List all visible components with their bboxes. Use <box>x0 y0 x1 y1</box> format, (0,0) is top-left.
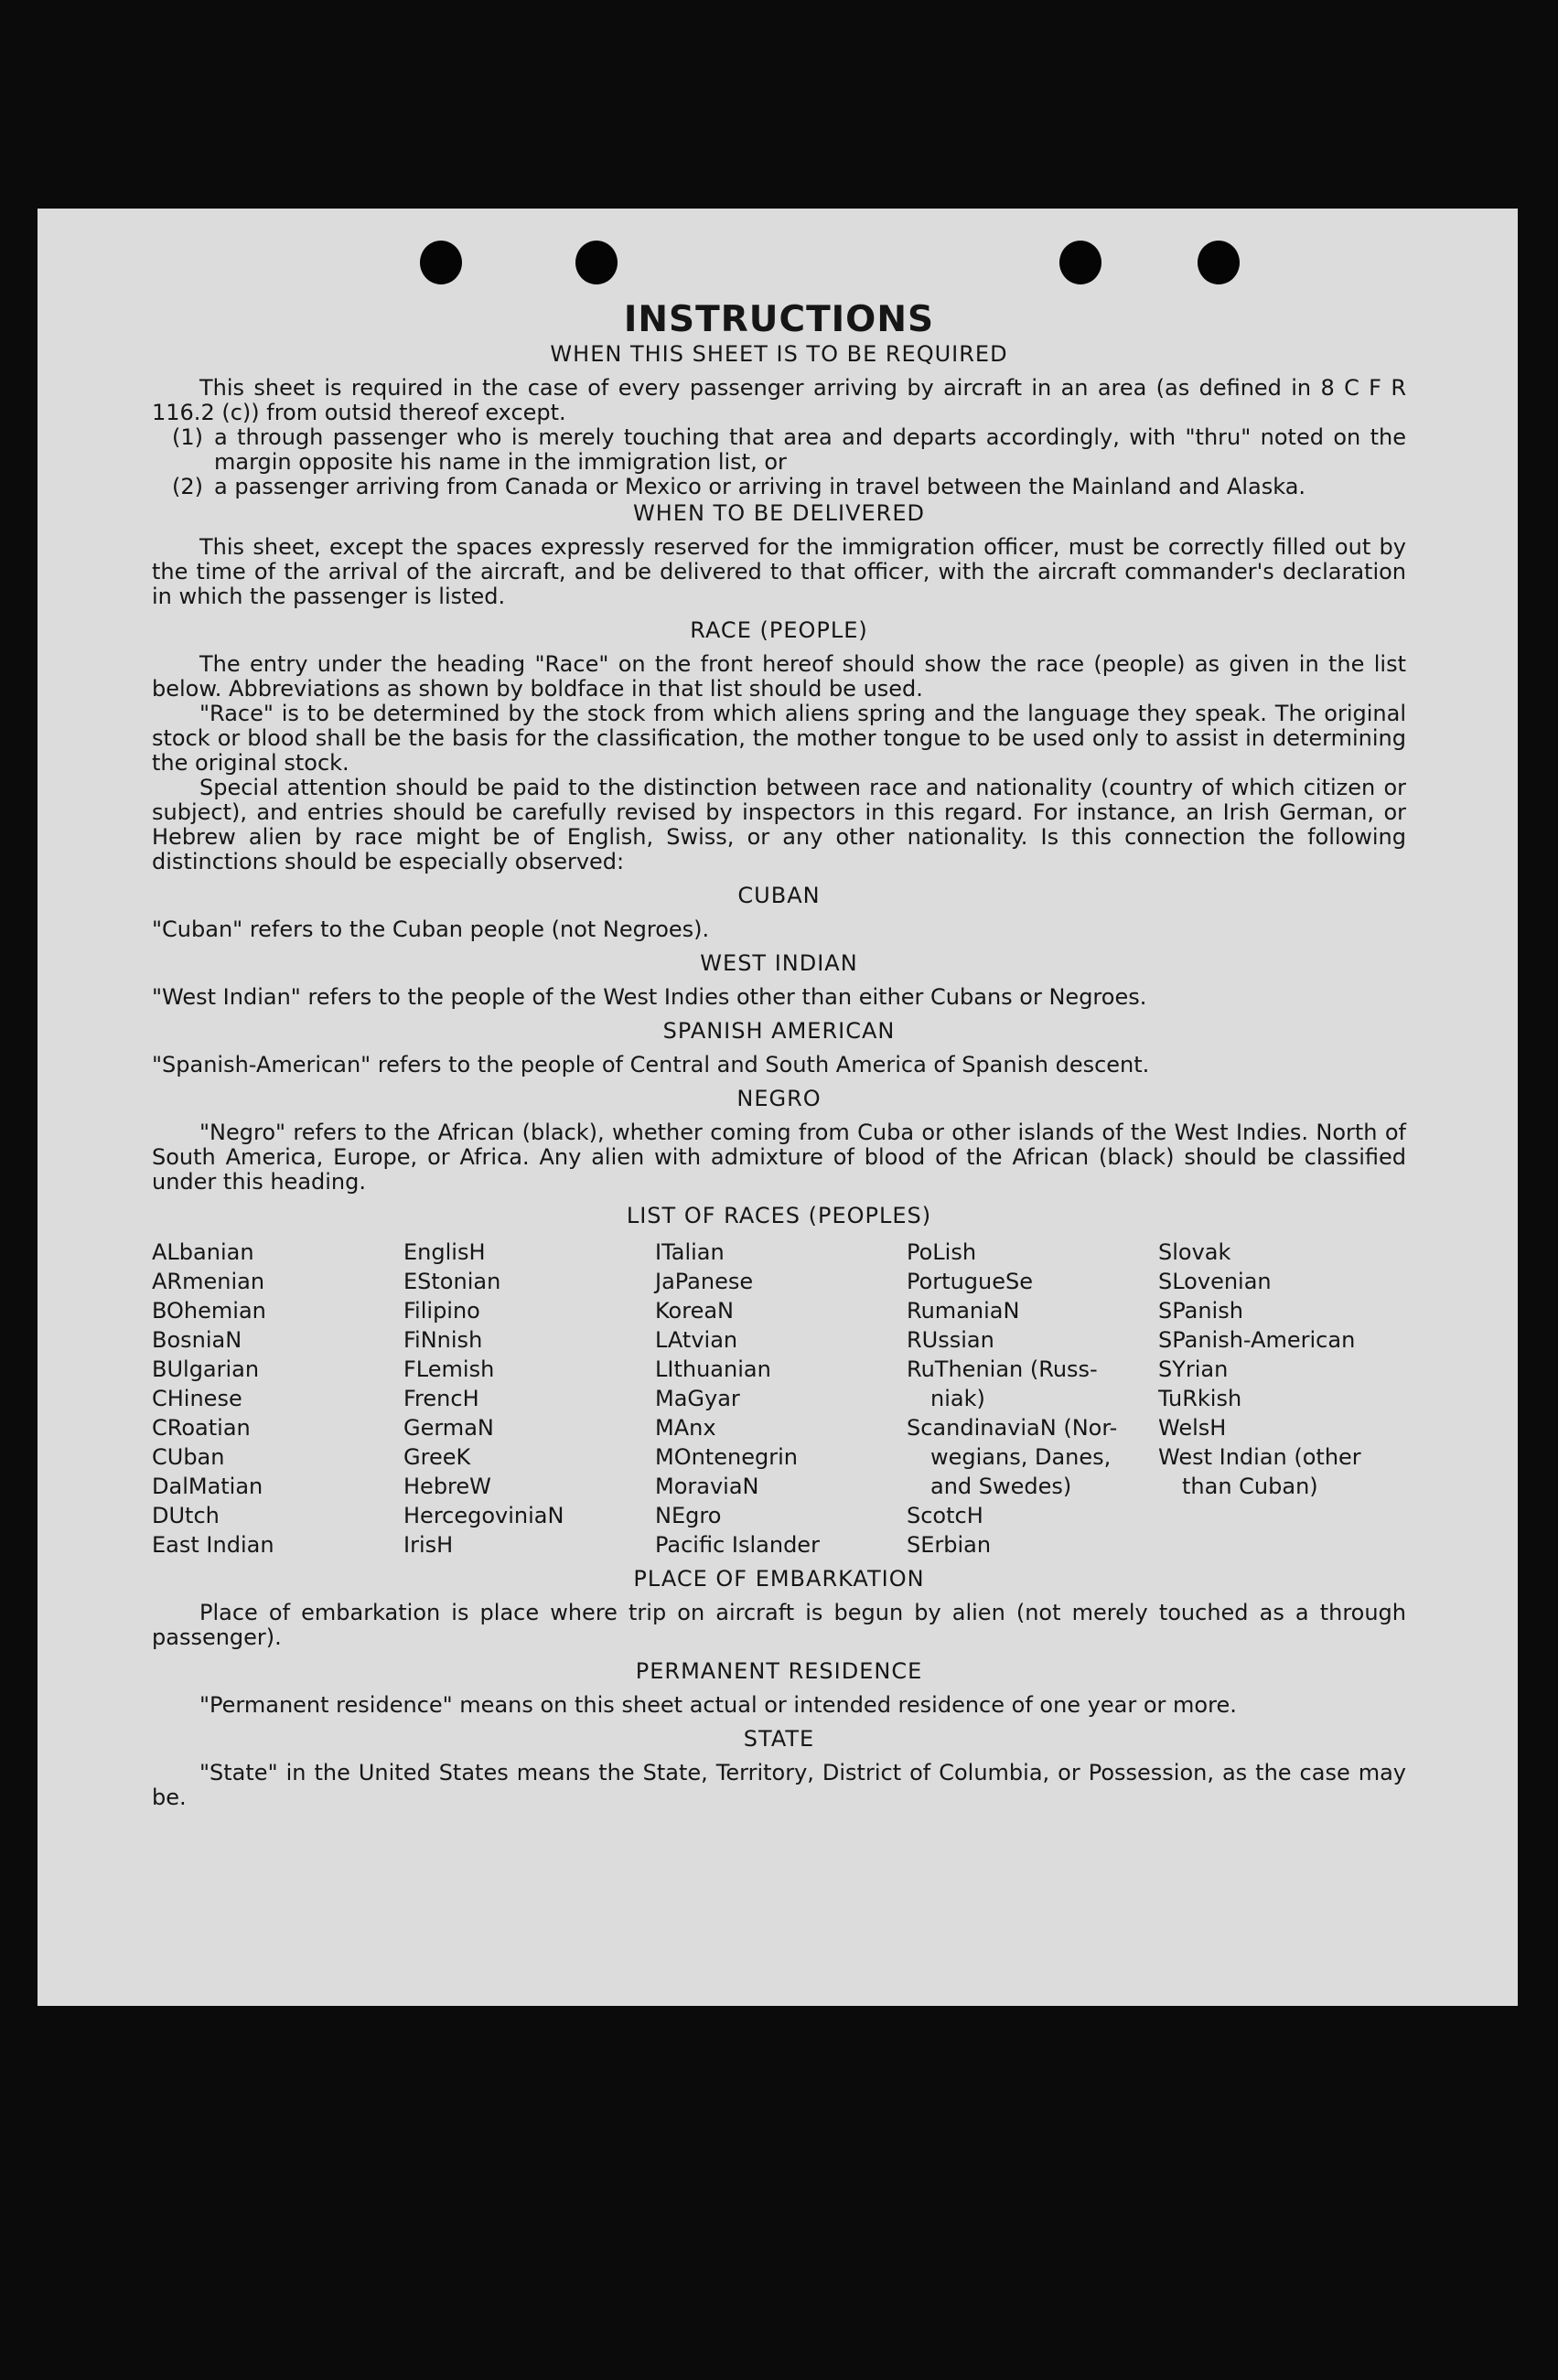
race-entry: MaGyar <box>655 1386 740 1411</box>
race-entry: BOhemian <box>152 1298 266 1324</box>
instruction-sheet <box>38 209 1518 2006</box>
exception-text: a through passenger who is merely touching that area and departs accordingly, with "thru" noted on the margin opposite his name in the immigration list, or <box>214 424 1406 475</box>
west-indian-text: "West Indian" refers to the people of the West Indies other than either Cubans or Negroes. <box>152 984 1147 1010</box>
section-heading-spanish-american: SPANISH AMERICAN <box>662 1018 896 1044</box>
exception-list <box>152 425 1406 499</box>
race-entry: RuThenian (Russ- <box>907 1356 1098 1382</box>
race-entry: SPanish-American <box>1158 1327 1356 1353</box>
punch-hole <box>1059 241 1101 284</box>
races-column <box>655 1238 907 1560</box>
race-entry: HebreW <box>403 1474 491 1499</box>
race-entry: Filipino <box>403 1298 480 1324</box>
race-entry: MOntenegrin <box>655 1444 798 1470</box>
race-entry: IrisH <box>403 1532 454 1558</box>
race-entry: RumaniaN <box>907 1298 1020 1324</box>
section-heading-negro: NEGRO <box>736 1086 822 1111</box>
race-entry: SLovenian <box>1158 1269 1272 1294</box>
section-heading-delivered: WHEN TO BE DELIVERED <box>633 500 925 526</box>
punch-hole <box>420 241 462 284</box>
race-entry: West Indian (other <box>1158 1444 1361 1470</box>
race-entry: GreeK <box>403 1444 471 1470</box>
race-entry: ALbanian <box>152 1239 254 1265</box>
spanish-american-text: "Spanish-American" refers to the people of Central and South America of Spanish descent. <box>152 1052 1150 1077</box>
race-entry: GermaN <box>403 1415 494 1441</box>
race-entry: ITalian <box>655 1239 725 1265</box>
races-list <box>152 1238 1406 1560</box>
required-intro: This sheet is required in the case of every passenger arriving by aircraft in an area (as defined in 8 C F R 116.2 (c)) from outsid thereof except. <box>152 375 1406 425</box>
race-entry: EnglisH <box>403 1239 486 1265</box>
section-heading-state: STATE <box>743 1726 815 1752</box>
race-entry: ScotcH <box>907 1503 983 1528</box>
race-entry: LIthuanian <box>655 1356 771 1382</box>
race-paragraph: Special attention should be paid to the distinction between race and nationality (country of which citizen or subject), and entries should be carefully revised by inspectors in this regard. For instance, an Irish German, or Hebrew alien by race might be of English, Swiss, or any other nationality. Is this connection the following distinctions should be especially observed: <box>152 775 1406 874</box>
race-entry: FrencH <box>403 1386 479 1411</box>
races-column <box>403 1238 655 1560</box>
section-heading-required: WHEN THIS SHEET IS TO BE REQUIRED <box>550 341 1008 367</box>
page-title: INSTRUCTIONS <box>623 299 935 340</box>
races-column <box>1158 1238 1410 1560</box>
race-entry: Slovak <box>1158 1239 1231 1265</box>
race-entry: HercegoviniaN <box>403 1503 564 1528</box>
race-entry: TuRkish <box>1158 1386 1242 1411</box>
residence-text: "Permanent residence" means on this sheet actual or intended residence of one year or more. <box>199 1692 1237 1718</box>
race-paragraph: "Race" is to be determined by the stock from which aliens spring and the language they speak. The original stock or blood shall be the basis for the classification, the mother tongue to be used only to assist in determining the original stock. <box>152 701 1406 776</box>
race-entry: FiNnish <box>403 1327 483 1353</box>
delivered-text: This sheet, except the spaces expressly reserved for the immigration officer, must be correctly filled out by the time of the arrival of the aircraft, and be delivered to that officer, with the aircraft commander's declaration in which the passenger is listed. <box>152 534 1406 609</box>
race-entry: NEgro <box>655 1503 722 1528</box>
section-heading-races-list: LIST OF RACES (PEOPLES) <box>626 1203 932 1228</box>
exception-number: (2) <box>172 474 203 499</box>
section-heading-west-indian: WEST INDIAN <box>700 950 858 976</box>
race-entry: FLemish <box>403 1356 495 1382</box>
race-entry: BUlgarian <box>152 1356 260 1382</box>
embarkation-text: Place of embarkation is place where trip on aircraft is begun by alien (not merely touched as a through passenger). <box>152 1600 1406 1650</box>
race-entry: PoLish <box>907 1239 977 1265</box>
race-entry: PortugueSe <box>907 1269 1033 1294</box>
exception-text: a passenger arriving from Canada or Mexico or arriving in travel between the Mainland and Alaska. <box>214 474 1306 499</box>
race-entry: ARmenian <box>152 1269 265 1294</box>
race-entry-continued: than Cuban) <box>1182 1474 1318 1499</box>
race-entry: KoreaN <box>655 1298 734 1324</box>
punch-hole <box>575 241 618 284</box>
race-entry: East Indian <box>152 1532 274 1558</box>
race-entry: WelsH <box>1158 1415 1227 1441</box>
exception-item <box>152 425 1406 475</box>
race-entry: SPanish <box>1158 1298 1243 1324</box>
race-entry: RUssian <box>907 1327 994 1353</box>
state-text: "State" in the United States means the State, Territory, District of Columbia, or Possession, as the case may be. <box>152 1760 1406 1810</box>
race-entry: ScandinaviaN (Nor- <box>907 1415 1118 1441</box>
section-heading-cuban: CUBAN <box>737 883 821 908</box>
cuban-text: "Cuban" refers to the Cuban people (not Negroes). <box>152 917 710 942</box>
race-entry: BosniaN <box>152 1327 242 1353</box>
race-entry-continued: and Swedes) <box>930 1474 1072 1499</box>
races-column <box>907 1238 1158 1560</box>
race-entry: DUtch <box>152 1503 220 1528</box>
race-entry: SErbian <box>907 1532 992 1558</box>
race-entry: CHinese <box>152 1386 242 1411</box>
race-entry: LAtvian <box>655 1327 738 1353</box>
race-entry: CUban <box>152 1444 225 1470</box>
race-paragraph: The entry under the heading "Race" on the front hereof should show the race (people) as given in the list below. Abbreviations as shown by boldface in that list should be used. <box>152 651 1406 702</box>
instructions-content <box>152 300 1406 1810</box>
races-column <box>152 1238 403 1560</box>
race-entry: CRoatian <box>152 1415 251 1441</box>
race-entry: EStonian <box>403 1269 501 1294</box>
race-entry-continued: wegians, Danes, <box>930 1444 1112 1470</box>
exception-number: (1) <box>172 424 203 450</box>
race-entry: MoraviaN <box>655 1474 759 1499</box>
race-entry: JaPanese <box>655 1269 754 1294</box>
section-heading-residence: PERMANENT RESIDENCE <box>635 1658 923 1684</box>
negro-text: "Negro" refers to the African (black), whether coming from Cuba or other islands of the West Indies. North of South America, Europe, or Africa. Any alien with admixture of blood of the African (black) should be classified under this heading. <box>152 1120 1406 1195</box>
race-entry: DalMatian <box>152 1474 263 1499</box>
race-entry: MAnx <box>655 1415 716 1441</box>
section-heading-race: RACE (PEOPLE) <box>690 617 868 643</box>
section-heading-embarkation: PLACE OF EMBARKATION <box>633 1566 925 1592</box>
race-entry: SYrian <box>1158 1356 1229 1382</box>
race-entry: Pacific Islander <box>655 1532 820 1558</box>
race-entry-continued: niak) <box>930 1386 985 1411</box>
exception-item <box>152 475 1406 499</box>
punch-hole <box>1198 241 1240 284</box>
